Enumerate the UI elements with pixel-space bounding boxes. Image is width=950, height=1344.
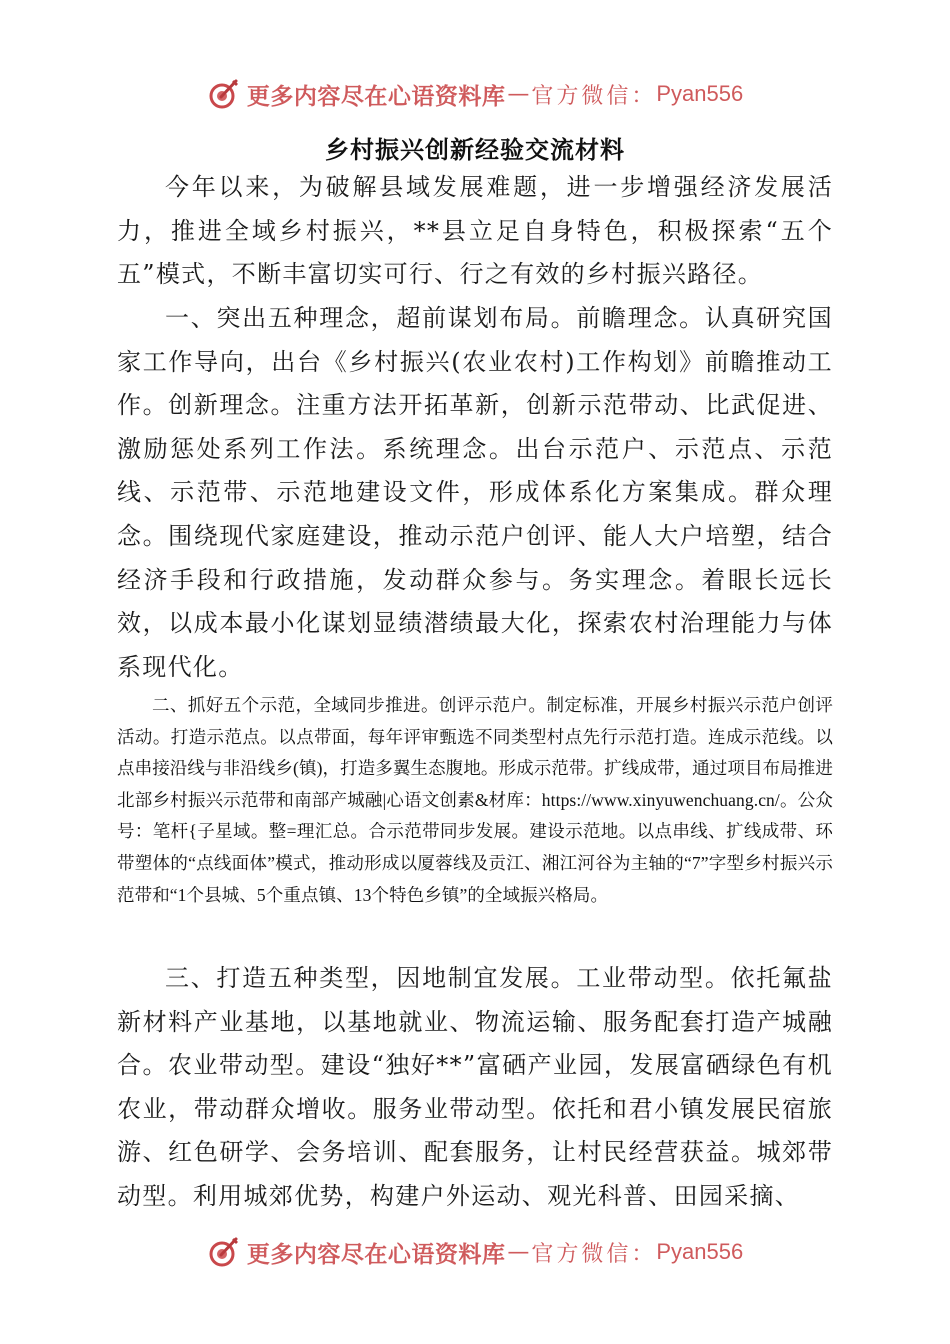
watermark-label: 官方微信： <box>531 83 657 109</box>
watermark-separator: — <box>507 1239 530 1265</box>
watermark-banner-bottom <box>0 1232 950 1272</box>
document-title: 乡村振兴创新经验交流材料 <box>325 135 625 164</box>
brush-logo-icon <box>207 1235 241 1269</box>
paragraph-section-3: 三、打造五种类型，因地制宜发展。工业带动型。依托氟盐新材料产业基地，以基地就业、物流运输、服务配套打造产城融合。农业带动型。建设“独好**”富硒产业园，发展富硒绿色有机农业，带动群众增收。服务业带动型。依托和君小镇发展民宿旅游、红色研学、会务培训、配套服务，让村民经营获益。城郊带动型。利用城郊优势，构建户外运动、观光科普、田园采摘、 <box>117 964 833 1210</box>
watermark-separator: — <box>507 81 530 107</box>
watermark-text: 更多内容尽在心语资料库 <box>246 82 506 110</box>
watermark-wechat-id: Pyan556 <box>656 1239 744 1264</box>
paragraph-section-1: 一、突出五种理念，超前谋划布局。前瞻理念。认真研究国家工作导向，出台《乡村振兴(农业农村)工作构划》前瞻推动工作。创新理念。注重方法开拓革新，创新示范带动、比武促进、激励惩处系列工作法。系统理念。出台示范户、示范点、示范线、示范带、示范地建设文件，形成体系化方案集成。群众理念。围绕现代家庭建设，推动示范户创评、能人大户培塑，结合经济手段和行政措施，发动群众参与。务实理念。着眼长远长效，以成本最小化谋划显绩潜绩最大化，探索农村治理能力与体系现代化。 <box>117 304 833 681</box>
paragraph-intro: 今年以来，为破解县域发展难题，进一步增强经济发展活力，推进全域乡村振兴，**县立足自身特色，积极探索“五个五”模式，不断丰富切实可行、行之有效的乡村振兴路径。 <box>117 173 833 289</box>
watermark-wechat-id: Pyan556 <box>656 81 744 106</box>
watermark-text: 更多内容尽在心语资料库 <box>246 1240 506 1268</box>
watermark-label: 官方微信： <box>531 1241 657 1267</box>
brush-logo-icon <box>207 77 241 111</box>
paragraph-section-2: 二、抓好五个示范，全域同步推进。创评示范户。制定标准，开展乡村振兴示范户创评活动。打造示范点。以点带面，每年评审甄选不同类型村点先行示范打造。连成示范线。以点串接沿线与非沿线乡(镇)，打造多翼生态腹地。形成示范带。扩线成带，通过项目布局推进北部乡村振兴示范带和南部产城融|心语文创素&材库：https://www.xinyuwenchuang.cn/。公众号：笔杆{子星域。整=理汇总。合示范带同步发展。建设示范地。以点串线、扩线成带、环带塑体的“点线面体”模式，推动形成以厦蓉线及贡江、湘江河谷为主轴的“7”字型乡村振兴示范带和“1个县城、5个重点镇、13个特色乡镇”的全域振兴格局。 <box>117 695 833 905</box>
watermark-banner-top <box>0 74 950 114</box>
